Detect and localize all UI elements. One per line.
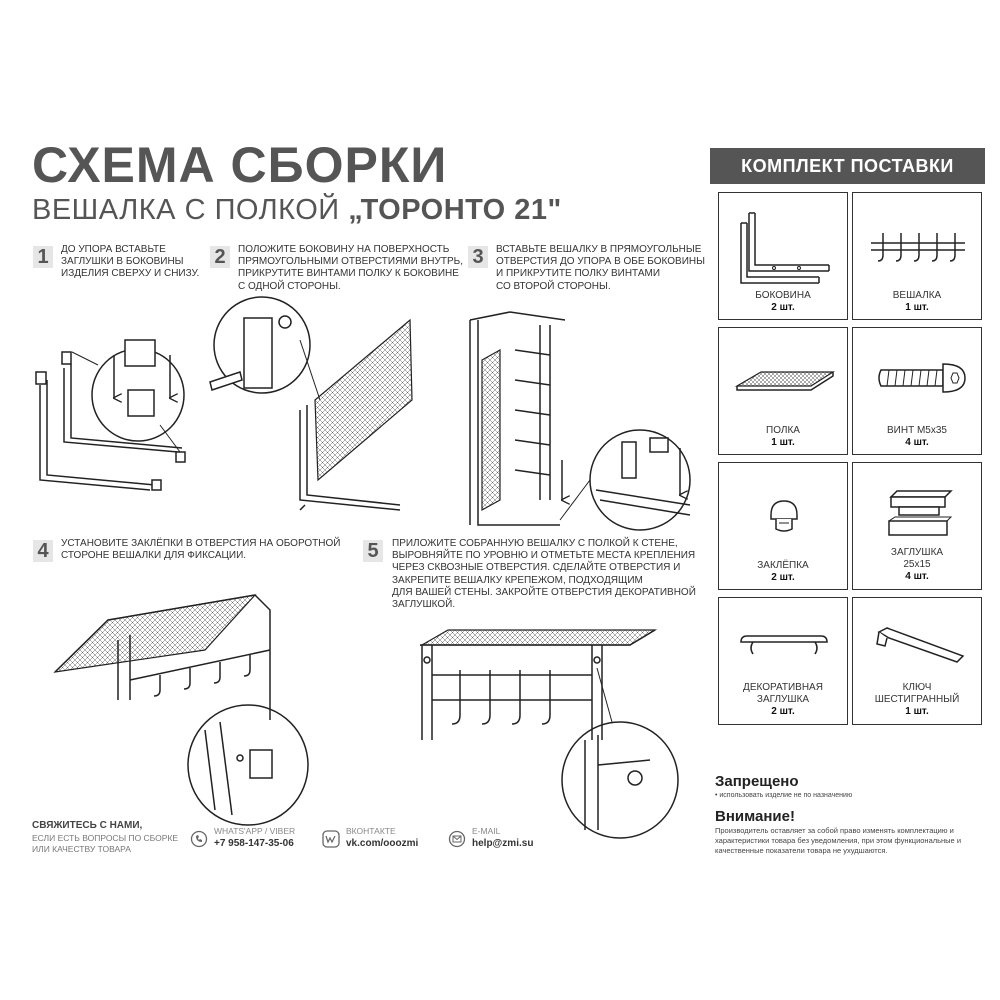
step-3-illustration bbox=[470, 312, 690, 530]
step-4-illustration bbox=[55, 595, 308, 825]
subtitle-prefix: ВЕШАЛКА С ПОЛКОЙ bbox=[32, 194, 349, 226]
step-2-number: 2 bbox=[210, 246, 230, 268]
kit-item-qty: 4 шт. bbox=[905, 437, 929, 448]
kit-header: КОМПЛЕКТ ПОСТАВКИ bbox=[710, 148, 985, 184]
step-1-illustration bbox=[36, 340, 185, 490]
step-3-number: 3 bbox=[468, 246, 488, 268]
attention-title: Внимание! bbox=[715, 808, 795, 825]
step-5-illustration bbox=[420, 630, 678, 838]
kit-item-label: ВИНТ M5x35 bbox=[887, 425, 947, 436]
contact-subtitle: ЕСЛИ ЕСТЬ ВОПРОСЫ ПО СБОРКЕ ИЛИ КАЧЕСТВУ ТОВАРА bbox=[32, 833, 179, 855]
kit-item-qty: 2 шт. bbox=[771, 706, 795, 717]
kit-item-qty: 2 шт. bbox=[771, 572, 795, 583]
step-4-text: УСТАНОВИТЕ ЗАКЛЁПКИ В ОТВЕРСТИЯ НА ОБОРОТНОЙ СТОРОНЕ ВЕШАЛКИ ДЛЯ ФИКСАЦИИ. bbox=[61, 538, 341, 562]
step-5-number: 5 bbox=[363, 540, 383, 562]
kit-item-label-2: ЗАГЛУШКА bbox=[756, 694, 810, 705]
kit-item-label: БОКОВИНА bbox=[755, 290, 811, 301]
kit-item-label-size: 25x15 bbox=[903, 559, 931, 570]
attention-text: Производитель оставляет за собой право изменять комплектацию и характеристики товара без уведомления, при этом функциональные и качественные показатели товара не ухудшаются. bbox=[715, 826, 962, 855]
step-5-text: ПРИЛОЖИТЕ СОБРАННУЮ ВЕШАЛКУ С ПОЛКОЙ К СТЕНЕ, ВЫРОВНЯЙТЕ ПО УРОВНЮ И ОТМЕТЬТЕ МЕСТА КРЕПЛЕНИЯ ЧЕРЕЗ СКВОЗНЫЕ ОТВЕРСТИЯ. СДЕЛАЙТЕ ОТВЕРСТИЯ И ЗАКРЕПИТЕ ВЕШАЛКУ КРЕПЕЖОМ, ПОДХОДЯЩИМ ДЛЯ ВАШЕЙ СТЕНЫ. ЗАКРОЙТЕ ОТВЕРСТИЯ ДЕКОРАТИВНОЙ ЗАГЛУШКОЙ. bbox=[392, 538, 696, 610]
step-3-text: ВСТАВЬТЕ ВЕШАЛКУ В ПРЯМОУГОЛЬНЫЕ ОТВЕРСТИЯ ДО УПОРА В ОБЕ БОКОВИНЫ И ПРИКРУТИТЕ ПОЛКУ ВИНТАМИ СО ВТОРОЙ СТОРОНЫ. bbox=[496, 244, 705, 292]
forbidden-title: Запрещено bbox=[715, 773, 799, 790]
kit-item-qty: 1 шт. bbox=[771, 437, 795, 448]
kit-item-label: ПОЛКА bbox=[766, 425, 800, 436]
contact-phone-value[interactable]: +7 958-147-35-06 bbox=[214, 838, 294, 849]
contact-vk-value[interactable]: vk.com/ooozmi bbox=[346, 838, 419, 849]
kit-item-qty: 1 шт. bbox=[905, 302, 929, 313]
kit-item-qty: 4 шт. bbox=[905, 571, 929, 582]
phone-icon bbox=[190, 830, 208, 848]
kit-item-qty: 1 шт. bbox=[905, 706, 929, 717]
kit-item-label: ЗАГЛУШКА bbox=[890, 547, 944, 558]
contact-title: СВЯЖИТЕСЬ С НАМИ, bbox=[32, 820, 143, 831]
vk-icon bbox=[322, 830, 340, 848]
kit-item-label: ДЕКОРАТИВНАЯ bbox=[743, 682, 823, 693]
kit-item-label: ЗАКЛЁПКА bbox=[757, 560, 809, 571]
step-2-illustration bbox=[210, 297, 412, 510]
kit-item-label: КЛЮЧ bbox=[902, 682, 932, 693]
contact-email-value[interactable]: help@zmi.su bbox=[472, 838, 534, 849]
kit-item-label-2: ШЕСТИГРАННЫЙ bbox=[874, 694, 960, 705]
step-2-text: ПОЛОЖИТЕ БОКОВИНУ НА ПОВЕРХНОСТЬ ПРЯМОУГОЛЬНЫМИ ОТВЕРСТИЯМИ ВНУТРЬ, ПРИКРУТИТЕ ВИНТАМИ ПОЛКУ К БОКОВИНЕ С ОДНОЙ СТОРОНЫ. bbox=[238, 244, 463, 292]
kit-item-label: ВЕШАЛКА bbox=[892, 290, 942, 301]
forbidden-text: • использовать изделие не по назначению bbox=[715, 792, 853, 799]
step-1-number: 1 bbox=[33, 246, 53, 268]
step-4-number: 4 bbox=[33, 540, 53, 562]
contact-email-label: E-MAIL bbox=[472, 826, 501, 836]
email-icon bbox=[448, 830, 466, 848]
contact-phone-label: WHATS'APP / VIBER bbox=[214, 826, 296, 836]
page-title: СХЕМА СБОРКИ bbox=[32, 137, 448, 193]
kit-item-qty: 2 шт. bbox=[771, 302, 795, 313]
model-name: „ТОРОНТО 21" bbox=[348, 194, 562, 226]
contact-vk-label: ВКОНТАКТЕ bbox=[346, 826, 396, 836]
step-1-text: ДО УПОРА ВСТАВЬТЕ ЗАГЛУШКИ В БОКОВИНЫ ИЗДЕЛИЯ СВЕРХУ И СНИЗУ. bbox=[61, 244, 200, 280]
